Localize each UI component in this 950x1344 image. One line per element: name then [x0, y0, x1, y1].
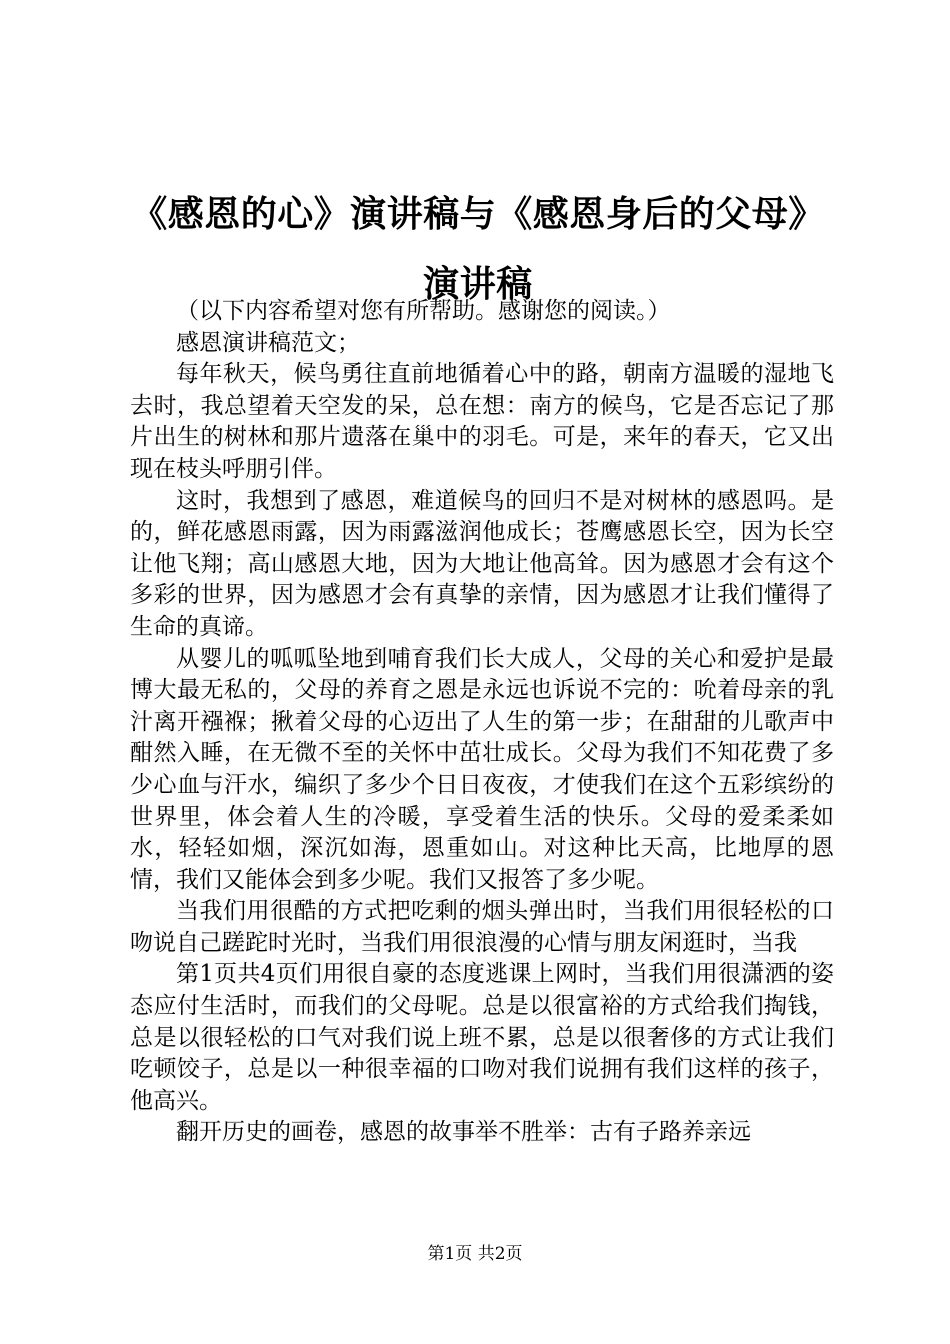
- page-number-footer: 第1页 共2页: [427, 1244, 523, 1264]
- paragraph: 第1页共4页们用很自豪的态度逃课上网时，当我们用很潇洒的姿态应付生活时，而我们的父母呢。总是以很富裕的方式给我们掏钱，总是以很轻松的口气对我们说上班不累，总是以很奢侈的方式让我们吃顿饺子，总是以一种很幸福的口吻对我们说拥有我们这样的孩子，他高兴。: [130, 961, 834, 1114]
- paragraph: 这时，我想到了感恩，难道候鸟的回归不是对树林的感恩吗。是的，鲜花感恩雨露，因为雨露滋润他成长；苍鹰感恩长空，因为长空让他飞翔；高山感恩大地，因为大地让他高耸。因为感恩才会有这个多彩的世界，因为感恩才会有真挚的亲情，因为感恩才让我们懂得了生命的真谛。: [130, 487, 834, 640]
- paragraph: 翻开历史的画卷，感恩的故事举不胜举：古有子路养亲远: [176, 1119, 751, 1146]
- intro-note: （以下内容希望对您有所帮助。感谢您的阅读。）: [176, 298, 671, 324]
- paragraph: 当我们用很酷的方式把吃剩的烟头弹出时，当我们用很轻松的口吻说自己蹉跎时光时，当我们用很浪漫的心情与朋友闲逛时，当我: [130, 898, 834, 956]
- section-heading: 感恩演讲稿范文；: [176, 329, 360, 356]
- paragraph: 从婴儿的呱呱坠地到哺育我们长大成人，父母的关心和爱护是最博大最无私的，父母的养育之恩是永远也诉说不完的：吮着母亲的乳汁离开襁褓；揪着父母的心迈出了人生的第一步；在甜甜的儿歌声中酣然入睡，在无微不至的关怀中茁壮成长。父母为我们不知花费了多少心血与汗水，编织了多少个日日夜夜，才使我们在这个五彩缤纷的世界里，体会着人生的冷暖，享受着生活的快乐。父母的爱柔柔如水，轻轻如烟，深沉如海，恩重如山。对这种比天高，比地厚的恩情，我们又能体会到多少呢。我们又报答了多少呢。: [130, 645, 834, 893]
- document-body: [130, 296, 834, 1149]
- document-title: 《感恩的心》演讲稿与《感恩身后的父母》演讲稿: [131, 194, 825, 305]
- paragraph: 每年秋天，候鸟勇往直前地循着心中的路，朝南方温暖的湿地飞去时，我总望着天空发的呆，总在想：南方的候鸟，它是否忘记了那片出生的树林和那片遗落在巢中的羽毛。可是，来年的春天，它又出现在枝头呼朋引伴。: [130, 361, 834, 482]
